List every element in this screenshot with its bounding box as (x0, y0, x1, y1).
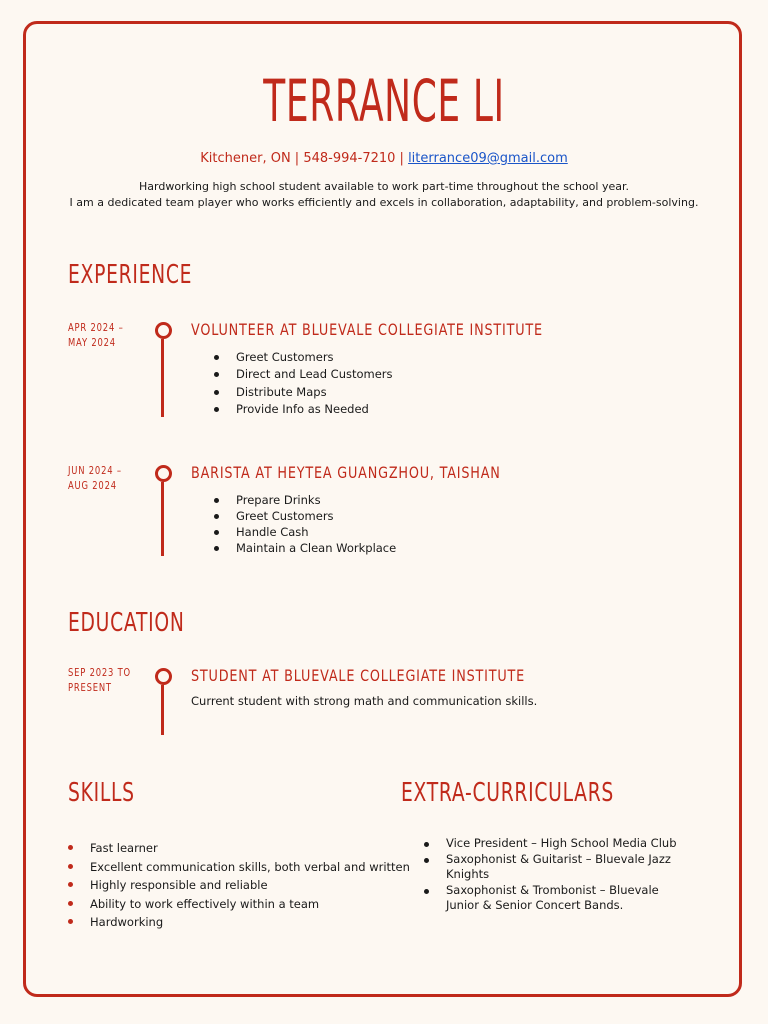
list-item: Ability to work effectively within a team (68, 895, 410, 914)
list-item: Vice President – High School Media Club (424, 836, 694, 852)
candidate-name: TERRANCE LI (263, 67, 505, 135)
job-date (68, 464, 122, 494)
education-heading: EDUCATION (68, 608, 185, 638)
list-item: Handle Cash (214, 524, 396, 540)
job-title: VOLUNTEER AT BLUEVALE COLLEGIATE INSTITUTE (191, 320, 543, 339)
education-date-start: SEP 2023 TO (68, 667, 131, 679)
job-title: BARISTA AT HEYTEA GUANGZHOU, TAISHAN (191, 463, 501, 482)
timeline-line (161, 482, 164, 556)
list-item: Greet Customers (214, 508, 396, 524)
list-item: Greet Customers (214, 349, 393, 366)
timeline-node (155, 668, 172, 685)
list-item: Fast learner (68, 839, 410, 858)
education-description: Current student with strong math and communication skills. (191, 694, 538, 708)
list-item: Saxophonist & Guitarist – Bluevale Jazz Knights (424, 852, 694, 883)
list-item: Direct and Lead Customers (214, 366, 393, 383)
list-item: Hardworking (68, 913, 410, 932)
timeline-node (155, 322, 172, 339)
timeline-line (161, 339, 164, 417)
summary-line: I am a dedicated team player who works efficiently and excels in collaboration, adaptability, and problem-solving. (69, 196, 699, 209)
list-item: Highly responsible and reliable (68, 876, 410, 895)
job-date-start: JUN 2024 – (68, 465, 122, 477)
education-title: STUDENT AT BLUEVALE COLLEGIATE INSTITUTE (191, 666, 526, 685)
education-date (68, 666, 131, 696)
list-item: Maintain a Clean Workplace (214, 540, 396, 556)
contact-details: Kitchener, ON | 548-994-7210 | (200, 151, 404, 166)
timeline-line (161, 685, 164, 735)
list-item: Distribute Maps (214, 384, 393, 401)
job-duties (214, 492, 396, 556)
job-date-end: MAY 2024 (68, 337, 116, 349)
extracurriculars-list (424, 836, 694, 914)
experience-heading: EXPERIENCE (68, 260, 193, 290)
list-item: Provide Info as Needed (214, 401, 393, 418)
skills-list (68, 839, 410, 932)
summary (0, 179, 768, 211)
skills-heading: SKILLS (68, 778, 135, 808)
summary-line: Hardworking high school student available to work part-time throughout the school year. (139, 180, 629, 193)
job-date-start: APR 2024 – (68, 322, 124, 334)
timeline-node (155, 465, 172, 482)
job-date (68, 321, 124, 351)
email-link[interactable]: literrance09@gmail.com (408, 151, 568, 166)
list-item: Saxophonist & Trombonist – Bluevale Junior & Senior Concert Bands. (424, 883, 694, 914)
extracurriculars-heading: EXTRA-CURRICULARS (401, 778, 615, 808)
job-date-end: AUG 2024 (68, 480, 117, 492)
list-item: Excellent communication skills, both verbal and written (68, 858, 410, 877)
education-date-end: PRESENT (68, 682, 112, 694)
list-item: Prepare Drinks (214, 492, 396, 508)
contact-line (0, 151, 768, 166)
job-duties (214, 349, 393, 418)
